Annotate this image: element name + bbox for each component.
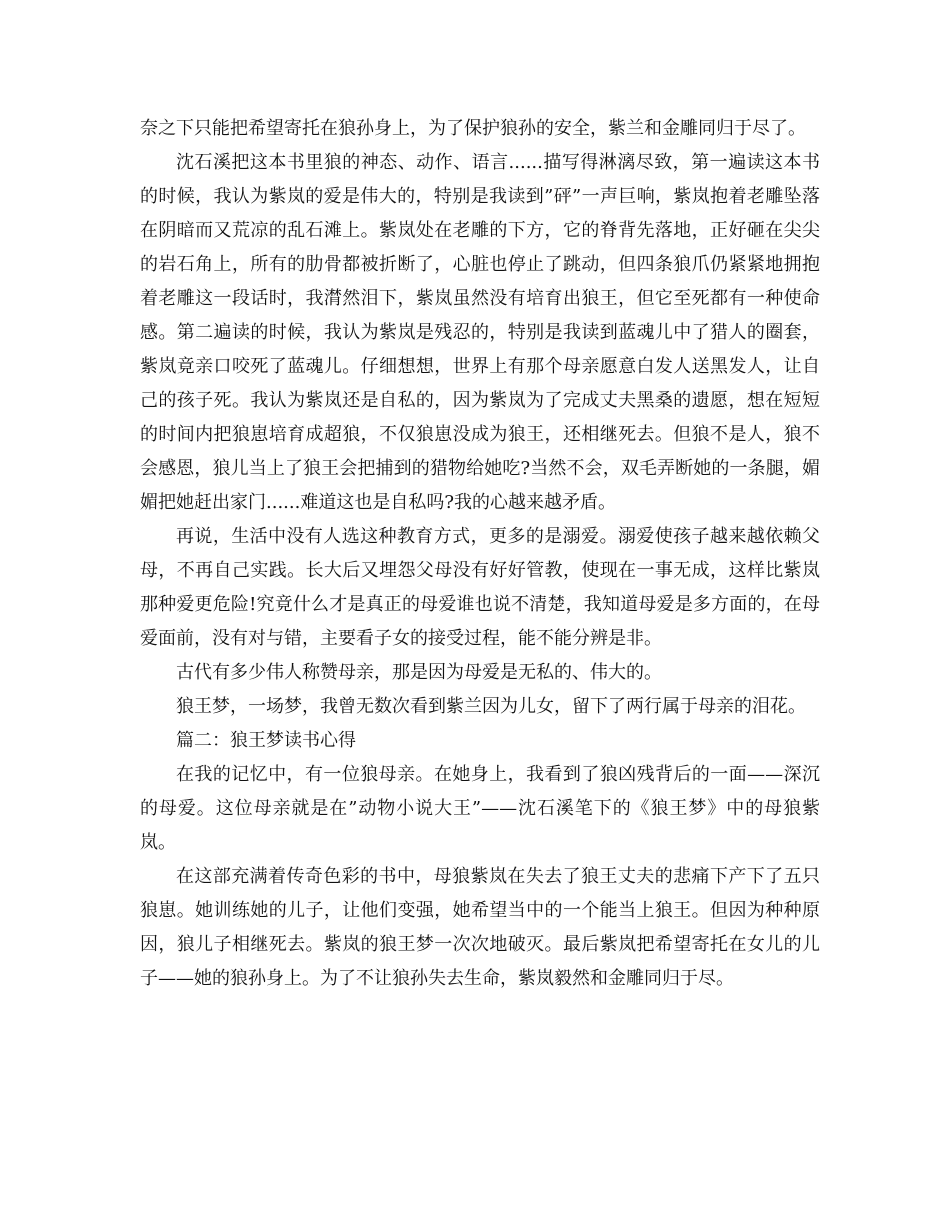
- paragraph-1: 奈之下只能把希望寄托在狼孙身上，为了保护狼孙的安全，紫兰和金雕同归于尽了。: [140, 118, 806, 139]
- paragraph-4: 古代有多少伟人称赞母亲，那是因为母爱是无私的、伟大的。: [176, 662, 662, 683]
- paragraph-7: 在我的记忆中，有一位狼母亲。在她身上，我看到了狼凶残背后的一面——深沉的母爱。这位母亲就是在”动物小说大王”——沈石溪笔下的《狼王梦》中的母狼紫岚。: [140, 764, 820, 853]
- document-body: [140, 112, 820, 996]
- section-heading: 篇二：狼王梦读书心得: [176, 730, 356, 751]
- paragraph-3: 再说，生活中没有人选这种教育方式，更多的是溺爱。溺爱使孩子越来越依赖父母，不再自己实践。长大后又埋怨父母没有好好管教，使现在一事无成，这样比紫岚那种爱更危险!究竟什么才是真正的母爱谁也说不清楚，我知道母爱是多方面的，在母爱面前，没有对与错，主要看子女的接受过程，能不能分辨是非。: [140, 526, 820, 649]
- paragraph-8: 在这部充满着传奇色彩的书中，母狼紫岚在失去了狼王丈夫的悲痛下产下了五只狼崽。她训练她的儿子，让他们变强，她希望当中的一个能当上狼王。但因为种种原因，狼儿子相继死去。紫岚的狼王梦一次次地破灭。最后紫岚把希望寄托在女儿的儿子——她的狼孙身上。为了不让狼孙失去生命，紫岚毅然和金雕同归于尽。: [140, 866, 820, 989]
- paragraph-5: 狼王梦，一场梦，我曾无数次看到紫兰因为儿女，留下了两行属于母亲的泪花。: [176, 696, 806, 717]
- paragraph-2: 沈石溪把这本书里狼的神态、动作、语言......描写得淋漓尽致，第一遍读这本书的时候，我认为紫岚的爱是伟大的，特别是我读到”砰”一声巨响，紫岚抱着老雕坠落在阴暗而又荒凉的乱石滩上。紫岚处在老雕的下方，它的脊背先落地，正好砸在尖尖的岩石角上，所有的肋骨都被折断了，心脏也停止了跳动，但四条狼爪仍紧紧地拥抱着老雕这一段话时，我潸然泪下，紫岚虽然没有培育出狼王，但它至死都有一种使命感。第二遍读的时候，我认为紫岚是残忍的，特别是我读到蓝魂儿中了猎人的圈套，紫岚竟亲口咬死了蓝魂儿。仔细想想，世界上有那个母亲愿意白发人送黑发人，让自己的孩子死。我认为紫岚还是自私的，因为紫岚为了完成丈夫黑桑的遗愿，想在短短的时间内把狼崽培育成超狼，不仅狼崽没成为狼王，还相继死去。但狼不是人，狼不会感恩，狼儿当上了狼王会把捕到的猎物给她吃?当然不会，双毛弄断她的一条腿，媚媚把她赶出家门......难道这也是自私吗?我的心越来越矛盾。: [140, 152, 820, 513]
